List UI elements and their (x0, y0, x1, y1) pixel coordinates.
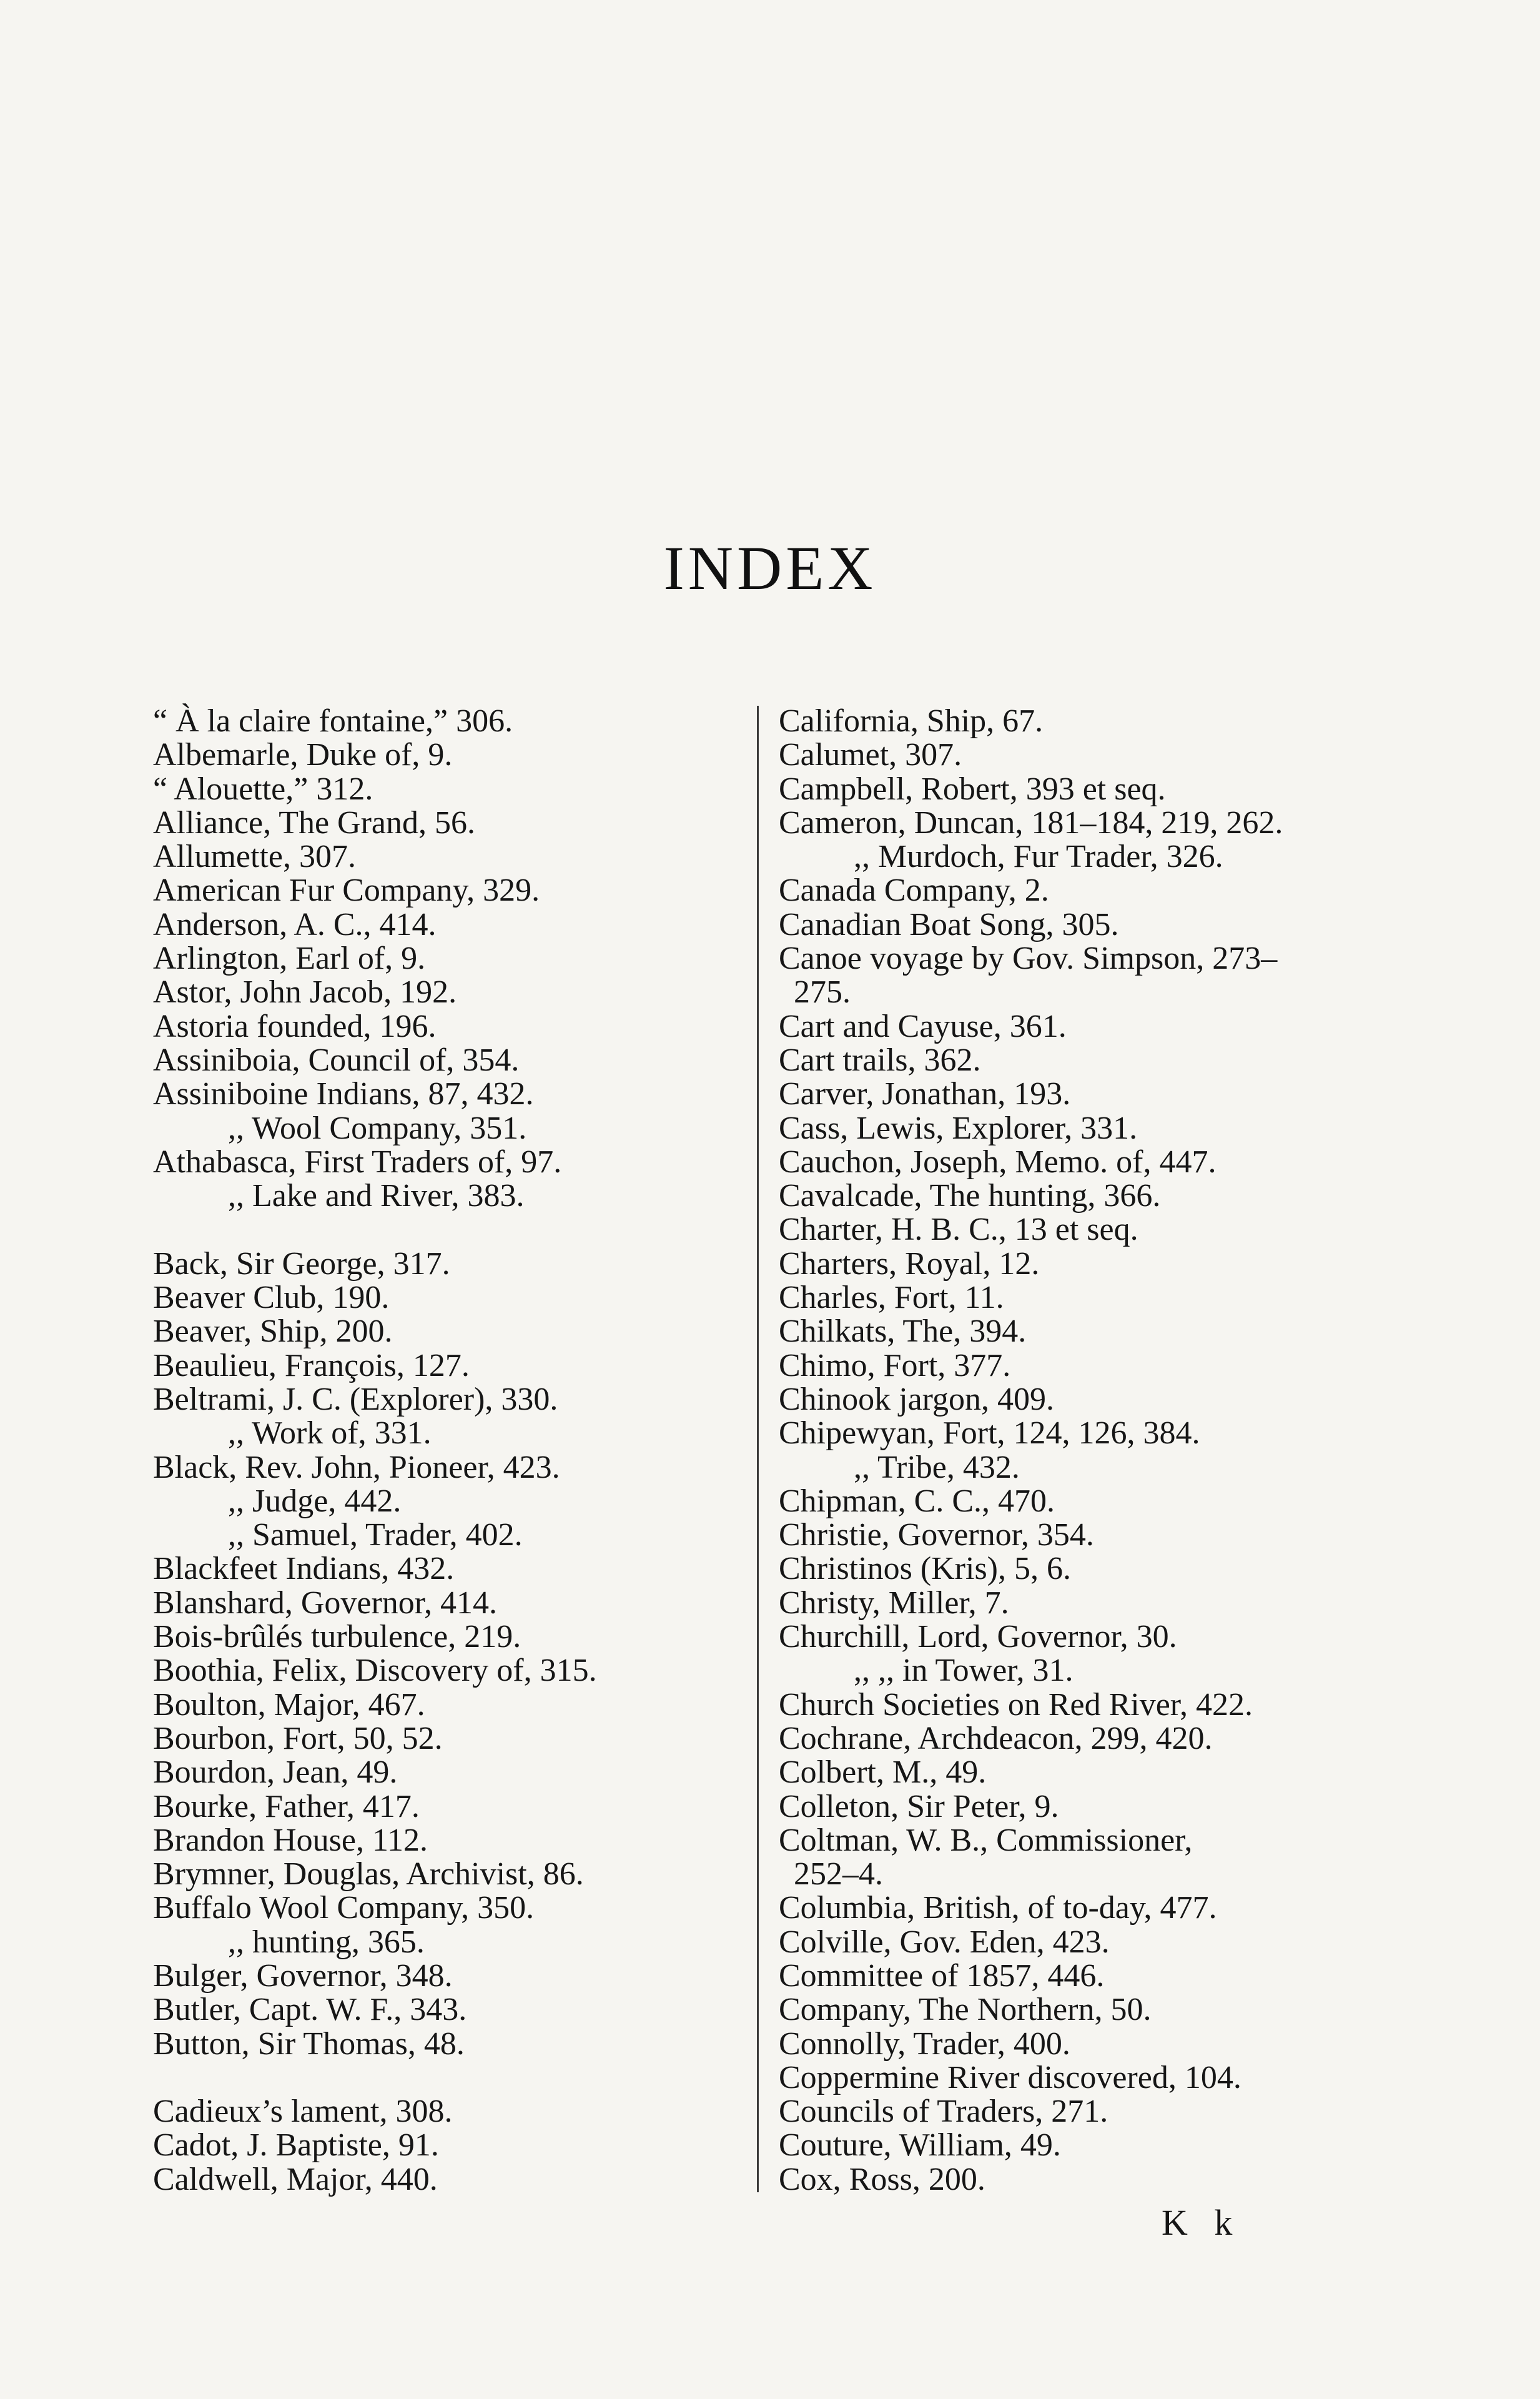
index-entry: Butler, Capt. W. F., 343. (153, 1992, 467, 2028)
index-entry: Blackfeet Indians, 432. (153, 1551, 455, 1587)
index-entry: Church Societies on Red River, 422. (779, 1686, 1253, 1723)
index-entry: Chipewyan, Fort, 124, 126, 384. (779, 1415, 1200, 1452)
column-divider (757, 706, 759, 2192)
index-entry: Anderson, A. C., 414. (153, 906, 437, 942)
index-entry: Albemarle, Duke of, 9. (153, 737, 453, 773)
index-entry: Campbell, Robert, 393 et seq. (779, 771, 1166, 807)
index-entry: Brandon House, 112. (153, 1822, 428, 1858)
index-entry: Cavalcade, The hunting, 366. (779, 1178, 1161, 1214)
index-entry: Churchill, Lord, Governor, 30. (779, 1619, 1177, 1655)
index-entry: Cox, Ross, 200. (779, 2161, 985, 2197)
index-entry: Arlington, Earl of, 9. (153, 941, 426, 977)
index-entry: Coltman, W. B., Commissioner, (779, 1822, 1193, 1858)
index-entry: Councils of Traders, 271. (779, 2094, 1108, 2130)
index-entry: Button, Sir Thomas, 48. (153, 2026, 465, 2062)
index-entry: Beltrami, J. C. (Explorer), 330. (153, 1381, 558, 1417)
index-entry: Buffalo Wool Company, 350. (153, 1890, 535, 1926)
index-entry: Christy, Miller, 7. (779, 1585, 1009, 1621)
index-subentry: ,, Tribe, 432. (854, 1449, 1020, 1485)
index-entry: Coppermine River discovered, 104. (779, 2059, 1241, 2095)
index-entry: Alliance, The Grand, 56. (153, 804, 475, 841)
index-entry: Bourke, Father, 417. (153, 1788, 420, 1824)
section-gap (153, 2061, 734, 2095)
index-entry: Bourbon, Fort, 50, 52. (153, 1720, 443, 1756)
index-entry: Chimo, Fort, 377. (779, 1347, 1011, 1383)
index-entry: Beaver Club, 190. (153, 1280, 390, 1316)
index-entry: Columbia, British, of to-day, 477. (779, 1890, 1217, 1926)
index-entry: Charles, Fort, 11. (779, 1280, 1004, 1316)
index-entry: Christie, Governor, 354. (779, 1517, 1094, 1553)
index-subentry: ,, Murdoch, Fur Trader, 326. (854, 839, 1223, 875)
index-entry: Astor, John Jacob, 192. (153, 974, 457, 1011)
index-entry: Colville, Gov. Eden, 423. (779, 1924, 1110, 1960)
index-entry: Allumette, 307. (153, 839, 356, 875)
index-entry: Cart and Cayuse, 361. (779, 1008, 1067, 1044)
index-entry: Bulger, Governor, 348. (153, 1957, 453, 1994)
index-entry-continued: 275. (794, 974, 851, 1011)
index-entry: Cass, Lewis, Explorer, 331. (779, 1110, 1138, 1146)
index-entry: Chilkats, The, 394. (779, 1313, 1027, 1350)
index-subentry: ,, hunting, 365. (228, 1924, 425, 1960)
index-entry: Cadieux’s lament, 308. (153, 2094, 453, 2130)
index-entry: Canadian Boat Song, 305. (779, 906, 1119, 942)
index-entry: Boothia, Felix, Discovery of, 315. (153, 1653, 597, 1689)
index-entry: Canoe voyage by Gov. Simpson, 273– (779, 941, 1278, 977)
index-entry: Boulton, Major, 467. (153, 1686, 425, 1723)
index-entry: Cauchon, Joseph, Memo. of, 447. (779, 1144, 1217, 1180)
section-gap (153, 1213, 734, 1247)
index-subentry: ,, Work of, 331. (228, 1415, 432, 1452)
index-entry: Chipman, C. C., 470. (779, 1483, 1055, 1519)
index-entry: “ À la claire fontaine,” 306. (153, 703, 513, 739)
index-entry: American Fur Company, 329. (153, 873, 540, 909)
index-entry: Beaulieu, François, 127. (153, 1347, 470, 1383)
index-entry: Calumet, 307. (779, 737, 962, 773)
index-entry: Blanshard, Governor, 414. (153, 1585, 498, 1621)
index-entry: Cochrane, Archdeacon, 299, 420. (779, 1720, 1213, 1756)
index-entry: Christinos (Kris), 5, 6. (779, 1551, 1071, 1587)
index-entry: Colleton, Sir Peter, 9. (779, 1788, 1059, 1824)
index-entry: Charter, H. B. C., 13 et seq. (779, 1212, 1138, 1248)
index-entry: Company, The Northern, 50. (779, 1992, 1152, 2028)
index-entry-continued: 252–4. (794, 1856, 883, 1892)
index-subentry: ,, Wool Company, 351. (228, 1110, 527, 1146)
index-column-right (779, 705, 1403, 2197)
index-entry: Cadot, J. Baptiste, 91. (153, 2127, 439, 2164)
signature-mark: K k (1162, 2202, 1241, 2243)
index-entry: Canada Company, 2. (779, 873, 1049, 909)
index-entry: Cameron, Duncan, 181–184, 219, 262. (779, 804, 1283, 841)
index-entry: Black, Rev. John, Pioneer, 423. (153, 1449, 560, 1485)
index-entry: Astoria founded, 196. (153, 1008, 437, 1044)
index-entry: Brymner, Douglas, Archivist, 86. (153, 1856, 584, 1892)
index-entry: Assiniboia, Council of, 354. (153, 1042, 520, 1078)
index-subentry: ,, Judge, 442. (228, 1483, 402, 1519)
index-entry: Colbert, M., 49. (779, 1754, 987, 1791)
index-entry: Caldwell, Major, 440. (153, 2161, 438, 2197)
index-entry: Connolly, Trader, 400. (779, 2026, 1070, 2062)
page-title: INDEX (663, 533, 877, 603)
index-entry: Committee of 1857, 446. (779, 1957, 1105, 1994)
index-entry: “ Alouette,” 312. (153, 771, 373, 807)
index-entry: Carver, Jonathan, 193. (779, 1076, 1071, 1112)
index-subentry: ,, ,, in Tower, 31. (854, 1653, 1074, 1689)
index-entry: Chinook jargon, 409. (779, 1381, 1055, 1417)
index-entry: Bourdon, Jean, 49. (153, 1754, 398, 1791)
index-entry: Assiniboine Indians, 87, 432. (153, 1076, 534, 1112)
index-subentry: ,, Samuel, Trader, 402. (228, 1517, 523, 1553)
index-entry: Bois-brûlés turbulence, 219. (153, 1619, 521, 1655)
index-entry: Charters, Royal, 12. (779, 1245, 1040, 1282)
index-entry: Back, Sir George, 317. (153, 1245, 450, 1282)
index-entry: Athabasca, First Traders of, 97. (153, 1144, 562, 1180)
index-entry: Cart trails, 362. (779, 1042, 981, 1078)
index-entry: Couture, William, 49. (779, 2127, 1061, 2164)
index-entry: California, Ship, 67. (779, 703, 1044, 739)
index-subentry: ,, Lake and River, 383. (228, 1178, 525, 1214)
index-column-left (153, 705, 734, 2197)
index-entry: Beaver, Ship, 200. (153, 1313, 393, 1350)
